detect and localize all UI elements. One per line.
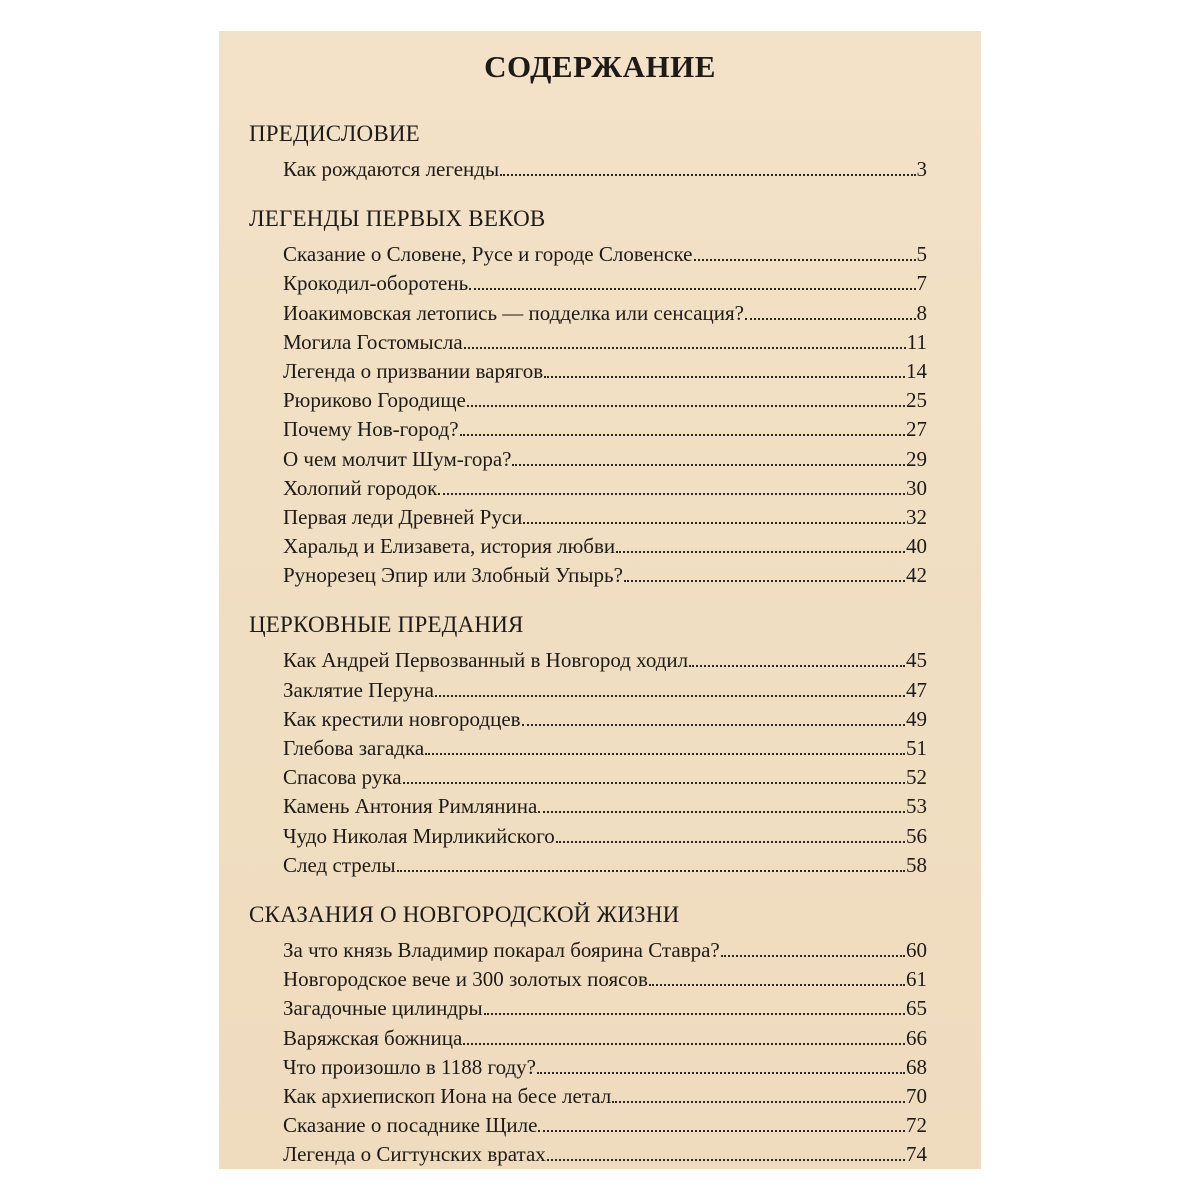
dot-leader bbox=[469, 288, 915, 290]
dot-leader bbox=[484, 1013, 905, 1015]
dot-leader bbox=[460, 434, 905, 436]
entry-title: За что князь Владимир покарал боярина Ставра? bbox=[283, 937, 720, 962]
entry-title: Как Андрей Первозванный в Новгород ходил bbox=[283, 648, 689, 673]
section-spacer bbox=[249, 880, 927, 900]
page-title: СОДЕРЖАНИЕ bbox=[484, 49, 716, 84]
section-title: ЛЕГЕНДЫ ПЕРВЫХ ВЕКОВ bbox=[249, 206, 546, 232]
entry-list bbox=[249, 155, 927, 184]
entry-title: Легенда о Сигтунских вратах bbox=[283, 1142, 546, 1167]
page-number: 29 bbox=[906, 446, 927, 471]
dot-leader bbox=[649, 984, 905, 986]
toc-entry bbox=[249, 851, 927, 880]
dot-leader bbox=[544, 376, 905, 378]
entry-title: Сказание о Словене, Русе и городе Словенске bbox=[283, 242, 693, 267]
dot-leader bbox=[500, 174, 915, 176]
dot-leader bbox=[538, 1130, 905, 1132]
toc-section bbox=[249, 119, 927, 184]
book-page bbox=[219, 31, 981, 1169]
dot-leader bbox=[403, 782, 905, 784]
entry-title: Легенда о призвании варягов bbox=[283, 358, 544, 383]
dot-leader bbox=[435, 695, 905, 697]
toc-entry bbox=[249, 561, 927, 590]
entry-title: Могила Гостомысла bbox=[283, 329, 463, 354]
page-number: 8 bbox=[916, 300, 927, 325]
entry-title: Глебова загадка bbox=[283, 736, 425, 760]
toc-entry bbox=[249, 503, 927, 532]
entry-title: Как архиепископ Иона на бесе летал bbox=[283, 1083, 612, 1108]
page-number: 70 bbox=[906, 1083, 927, 1108]
dot-leader bbox=[464, 347, 906, 349]
page-number: 14 bbox=[906, 358, 927, 383]
toc-section bbox=[249, 610, 927, 880]
dot-leader bbox=[397, 870, 905, 872]
toc-entry bbox=[249, 646, 927, 675]
toc-entry bbox=[249, 734, 927, 763]
toc-entry bbox=[249, 965, 927, 994]
toc-entry bbox=[249, 792, 927, 821]
dot-leader bbox=[425, 753, 905, 755]
dot-leader bbox=[523, 522, 905, 524]
dot-leader bbox=[612, 1101, 905, 1103]
dot-leader bbox=[624, 580, 905, 582]
toc-entry bbox=[249, 705, 927, 734]
dot-leader bbox=[512, 464, 905, 466]
page-number: 27 bbox=[906, 417, 927, 442]
page-number: 56 bbox=[906, 823, 927, 848]
entry-title: Варяжская божница bbox=[283, 1025, 463, 1050]
page-number: 3 bbox=[916, 157, 927, 181]
entry-title: Рюриково Городище bbox=[283, 388, 466, 413]
toc-entry bbox=[249, 155, 927, 184]
entry-title: Заклятие Перуна bbox=[283, 677, 434, 702]
dot-leader bbox=[616, 551, 905, 553]
page-number: 66 bbox=[906, 1025, 927, 1050]
page-number: 32 bbox=[906, 504, 927, 529]
dot-leader bbox=[721, 955, 905, 957]
entry-title: Первая леди Древней Руси bbox=[283, 504, 523, 529]
toc-entry bbox=[249, 240, 927, 269]
entry-list bbox=[249, 240, 927, 590]
toc-entry bbox=[249, 676, 927, 705]
page-number: 5 bbox=[916, 242, 927, 267]
page-number: 58 bbox=[906, 852, 927, 877]
page-number: 74 bbox=[906, 1142, 927, 1167]
dot-leader bbox=[467, 405, 905, 407]
toc-section bbox=[249, 900, 927, 1170]
dot-leader bbox=[463, 1043, 905, 1045]
entry-title: Новгородское вече и 300 золотых поясов bbox=[283, 967, 648, 992]
entry-title: Иоакимовская летопись — подделка или сенсация? bbox=[283, 300, 744, 325]
entry-title: Как рождаются легенды bbox=[283, 157, 500, 181]
toc-entry bbox=[249, 357, 927, 386]
page-number: 7 bbox=[916, 271, 927, 296]
entry-title: Почему Нов-город? bbox=[283, 417, 459, 442]
table-of-contents bbox=[249, 119, 927, 1169]
entry-title: Чудо Николая Мирликийского bbox=[283, 823, 555, 848]
entry-title: Спасова рука bbox=[283, 765, 402, 790]
entry-list bbox=[249, 646, 927, 880]
entry-title: Харальд и Елизавета, история любви bbox=[283, 534, 616, 559]
entry-title: О чем молчит Шум-гора? bbox=[283, 446, 512, 471]
page-number: 60 bbox=[906, 937, 927, 962]
entry-title: Крокодил-оборотень bbox=[283, 271, 469, 296]
entry-title: Что произошло в 1188 году? bbox=[283, 1054, 536, 1079]
page-number: 45 bbox=[906, 648, 927, 673]
dot-leader bbox=[547, 1159, 905, 1161]
toc-entry bbox=[249, 763, 927, 792]
page-number: 30 bbox=[906, 475, 927, 500]
toc-entry bbox=[249, 415, 927, 444]
dot-leader bbox=[689, 665, 905, 667]
toc-entry bbox=[249, 386, 927, 415]
dot-leader bbox=[538, 811, 905, 813]
entry-title: Рунорезец Эпир или Злобный Упырь? bbox=[283, 563, 623, 588]
entry-title: Загадочные цилиндры bbox=[283, 996, 483, 1021]
entry-title: След стрелы bbox=[283, 852, 396, 877]
page-number: 49 bbox=[906, 706, 927, 731]
page-number: 25 bbox=[906, 388, 927, 413]
page-number: 68 bbox=[906, 1054, 927, 1079]
toc-entry bbox=[249, 1140, 927, 1169]
toc-entry bbox=[249, 1082, 927, 1111]
toc-entry bbox=[249, 445, 927, 474]
toc-entry bbox=[249, 994, 927, 1023]
dot-leader bbox=[556, 841, 905, 843]
entry-title: Холопий городок bbox=[283, 475, 438, 500]
toc-entry bbox=[249, 474, 927, 503]
toc-entry bbox=[249, 532, 927, 561]
page-number: 53 bbox=[906, 794, 927, 819]
dot-leader bbox=[694, 259, 916, 261]
toc-section bbox=[249, 204, 927, 590]
toc-entry bbox=[249, 1024, 927, 1053]
entry-title: Как крестили новгородцев bbox=[283, 706, 521, 731]
section-title: ПРЕДИСЛОВИЕ bbox=[249, 121, 420, 146]
toc-entry bbox=[249, 1111, 927, 1140]
toc-entry bbox=[249, 269, 927, 298]
page-number: 52 bbox=[906, 765, 927, 790]
section-title: СКАЗАНИЯ О НОВГОРОДСКОЙ ЖИЗНИ bbox=[249, 901, 680, 927]
section-spacer bbox=[249, 184, 927, 204]
toc-entry bbox=[249, 936, 927, 965]
dot-leader bbox=[522, 724, 905, 726]
toc-entry bbox=[249, 822, 927, 851]
section-title: ЦЕРКОВНЫЕ ПРЕДАНИЯ bbox=[249, 612, 524, 638]
dot-leader bbox=[745, 318, 916, 320]
entry-list bbox=[249, 936, 927, 1170]
page-number: 61 bbox=[906, 967, 927, 992]
page-number: 11 bbox=[906, 329, 927, 354]
entry-title: Сказание о посаднике Щиле bbox=[283, 1113, 538, 1138]
entry-title: Камень Антония Римлянина bbox=[283, 794, 538, 819]
page-number: 65 bbox=[906, 996, 927, 1021]
toc-entry bbox=[249, 299, 927, 328]
dot-leader bbox=[537, 1072, 905, 1074]
page-number: 42 bbox=[906, 563, 927, 588]
page-number: 47 bbox=[906, 677, 927, 702]
toc-entry bbox=[249, 1053, 927, 1082]
toc-entry bbox=[249, 328, 927, 357]
dot-leader bbox=[438, 493, 905, 495]
page-number: 72 bbox=[906, 1113, 927, 1138]
page-number: 51 bbox=[906, 736, 927, 760]
section-spacer bbox=[249, 590, 927, 610]
page-number: 40 bbox=[906, 534, 927, 559]
